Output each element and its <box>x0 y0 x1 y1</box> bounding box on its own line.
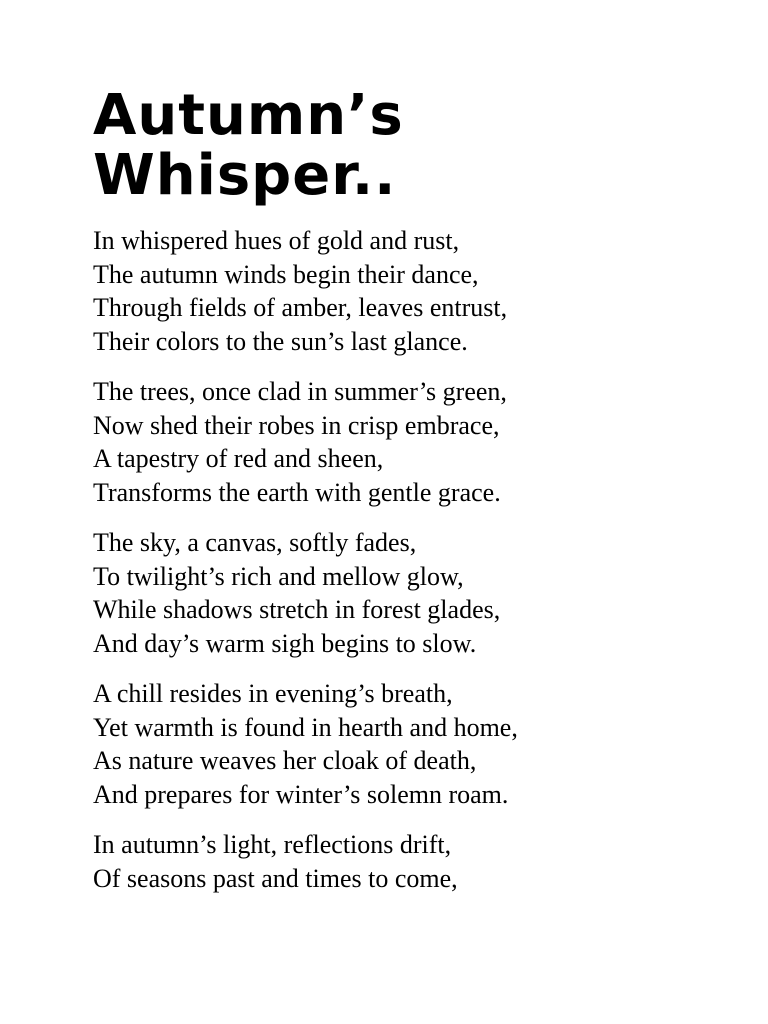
poem-line: To twilight’s rich and mellow glow, <box>93 561 464 591</box>
poem-line: The autumn winds begin their dance, <box>93 259 479 289</box>
poem-line: Their colors to the sun’s last glance. <box>93 326 468 356</box>
poem-line: Of seasons past and times to come, <box>93 863 458 893</box>
poem-line: A chill resides in evening’s breath, <box>93 679 453 708</box>
stanza-4 <box>93 677 733 811</box>
poem-line: While shadows stretch in forest glades, <box>93 595 501 624</box>
poem-line: Now shed their robes in crisp embrace, <box>93 410 500 440</box>
poem-line: As nature weaves her cloak of death, <box>93 746 477 775</box>
poem-title-line-1: Autumn’s <box>93 83 404 148</box>
poem-line: In autumn’s light, reflections drift, <box>93 830 452 859</box>
poem-title-line-2: Whisper.. <box>93 143 397 208</box>
poem-line: Transforms the earth with gentle grace. <box>93 477 501 507</box>
poem-line: In whispered hues of gold and rust, <box>93 226 460 255</box>
poem-title <box>93 83 733 208</box>
poem-line: The sky, a canvas, softly fades, <box>93 528 417 557</box>
poem-line: The trees, once clad in summer’s green, <box>93 377 507 406</box>
stanza-5 <box>93 828 733 895</box>
poem-line: A tapestry of red and sheen, <box>93 444 384 473</box>
stanza-2 <box>93 375 733 509</box>
poem-line: And day’s warm sigh begins to slow. <box>93 628 477 658</box>
stanza-1 <box>93 224 733 358</box>
poem-line: And prepares for winter’s solemn roam. <box>93 779 509 809</box>
poem-page <box>93 83 733 912</box>
poem-line: Through fields of amber, leaves entrust, <box>93 293 508 322</box>
stanza-3 <box>93 526 733 660</box>
poem-line: Yet warmth is found in hearth and home, <box>93 712 518 742</box>
